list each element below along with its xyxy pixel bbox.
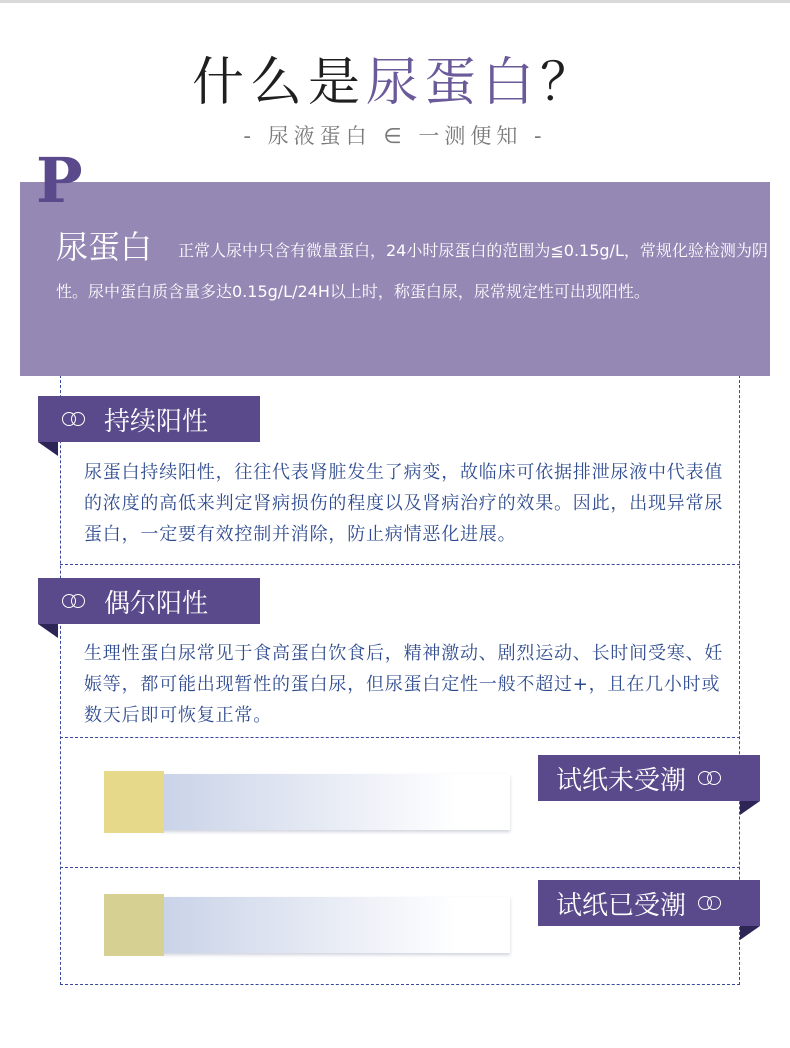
- strip-pad: [104, 771, 164, 833]
- tag-fold: [740, 926, 760, 940]
- strip-tape: [160, 774, 510, 830]
- tag-fold: [38, 624, 58, 638]
- section-text-persistent: 尿蛋白持续阳性，往往代表肾脏发生了病变，故临床可依据排泄尿液中代表值的浓度的高低来判定肾病损伤的程度以及肾病治疗的效果。因此，出现异常尿蛋白，一定要有效控制并消除，防止病情恶化进展。: [84, 462, 724, 545]
- strip-tag-dry: [538, 755, 760, 801]
- test-strip-dry: [100, 771, 510, 833]
- tag-fold: [740, 801, 760, 815]
- rings-icon: [60, 592, 90, 610]
- intro-text: 正常人尿中只含有微量蛋白，24小时尿蛋白的范围为≦0.15g/L，常规化验检测为阴性。尿中蛋白质含量多达0.15g/L/24H以上时，称蛋白尿，尿常规定性可出现阳性。: [56, 241, 768, 301]
- section-divider: [60, 867, 740, 868]
- page-title: [0, 48, 790, 118]
- title-prefix: 什么是: [191, 53, 366, 113]
- section-text-occasional: 生理性蛋白尿常见于食高蛋白饮食后，精神激动、剧烈运动、长时间受寒、妊娠等，都可能出现暂性的蛋白尿，但尿蛋白定性一般不超过+，且在几小时或数天后即可恢复正常。: [84, 643, 724, 726]
- section-tag-persistent: [38, 396, 260, 442]
- section-divider: [60, 737, 740, 738]
- rings-icon: [696, 894, 726, 912]
- rings-icon: [60, 410, 90, 428]
- section-divider: [60, 564, 740, 565]
- badge-letter: P: [36, 144, 83, 217]
- intro-heading: 尿蛋白: [56, 228, 153, 266]
- title-suffix: ？: [540, 53, 599, 113]
- section-tag-label: 持续阳性: [104, 406, 209, 437]
- strip-pad: [104, 894, 164, 956]
- top-divider: [0, 0, 790, 3]
- strip-tape: [160, 897, 510, 953]
- page-subtitle: - 尿液蛋白 ∈ 一测便知 -: [243, 124, 547, 148]
- test-strip-damp: [100, 894, 510, 956]
- rings-icon: [696, 769, 726, 787]
- strip-tag-label: 试纸未受潮: [556, 765, 687, 796]
- strip-tag-label: 试纸已受潮: [556, 890, 687, 921]
- section-tag-occasional: [38, 578, 260, 624]
- strip-tag-damp: [538, 880, 760, 926]
- tag-fold: [38, 442, 58, 456]
- title-accent: 尿蛋白: [365, 53, 540, 113]
- section-tag-label: 偶尔阳性: [104, 588, 209, 619]
